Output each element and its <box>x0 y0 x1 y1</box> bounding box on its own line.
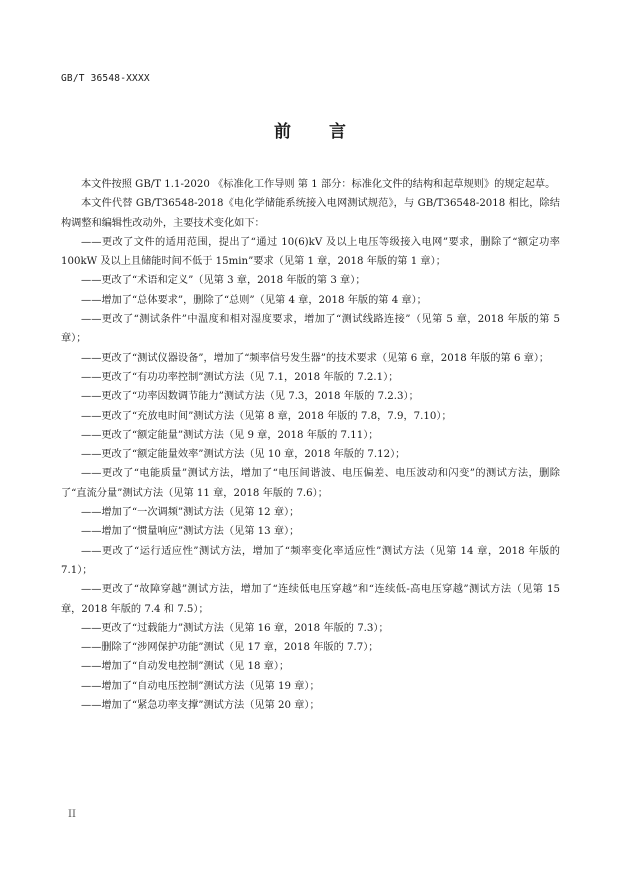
change-item: ——更改了文件的适用范围，提出了“通过 10(6)kV 及以上电压等级接入电网”要求，删除了“额定功率 100kW 及以上且储能时间不低于 15min”要求（见第 1 章，2018 年版的第 1 章）； <box>61 236 560 268</box>
change-item: ——增加了“一次调频”测试方法（见第 12 章）； <box>81 507 300 519</box>
change-item: ——增加了“惯量响应”测试方法（见第 13 章）； <box>81 526 300 538</box>
change-item: ——更改了“术语和定义”（见第 3 章，2018 年版的第 3 章）； <box>81 275 366 287</box>
change-item: ——更改了“过载能力”测试方法（见第 16 章，2018 年版的 7.3）； <box>81 622 389 634</box>
change-item: ——更改了“额定能量”测试方法（见 9 章，2018 年版的 7.11）； <box>81 429 379 441</box>
change-item: ——更改了“故障穿越”测试方法，增加了“连续低电压穿越”和“连续低-高电压穿越”测试方法（见第 15 章，2018 年版的 7.4 和 7.5）； <box>61 584 560 615</box>
paragraph-replacement: 本文件代替 GB/T36548-2018《电化学储能系统接入电网测试规范》，与 GB/T36548-2018 相比，除结构调整和编辑性改动外，主要技术变化如下： <box>61 198 560 229</box>
change-item: ——增加了“自动发电控制”测试（见 18 章）； <box>81 661 290 673</box>
change-item: ——更改了“测试仪器设备”，增加了“频率信号发生器”的技术要求（见第 6 章，2018 年版的第 6 章）； <box>81 352 550 364</box>
change-item: ——更改了“电能质量”测试方法，增加了“电压间谐波、电压偏差、电压波动和闪变”的测试方法，删除了“直流分量”测试方法（见第 11 章，2018 年版的 7.6）； <box>61 468 560 499</box>
change-item: ——更改了“测试条件”中温度和相对湿度要求，增加了“测试线路连接”（见第 5 章，2018 年版的第 5 章）； <box>61 314 560 345</box>
change-item: ——增加了“总体要求”，删除了“总则”（见第 4 章，2018 年版的第 4 章）； <box>81 294 427 306</box>
change-item: ——更改了“额定能量效率”测试方法（见 10 章，2018 年版的 7.12）； <box>81 449 406 461</box>
change-item: ——增加了“自动电压控制”测试方法（见第 19 章）； <box>81 680 320 692</box>
page-title: 前 言 <box>274 122 362 142</box>
change-item: ——更改了“运行适应性”测试方法，增加了“频率变化率适应性”测试方法（见第 14 章，2018 年版的 7.1）； <box>61 545 560 576</box>
change-item: ——删除了“涉网保护功能”测试（见 17 章，2018 年版的 7.7）； <box>81 642 379 654</box>
paragraph-drafting-rule: 本文件按照 GB/T 1.1-2020 《标准化工作导则 第 1 部分：标准化文件的结构和起草规则》的规定起草。 <box>81 179 556 190</box>
page-number: II <box>68 809 76 820</box>
preface-body <box>61 175 560 715</box>
change-item: ——更改了“功率因数调节能力”测试方法（见 7.3，2018 年版的 7.2.3）； <box>81 391 419 403</box>
change-item: ——更改了“有功功率控制”测试方法（见 7.1，2018 年版的 7.2.1）； <box>81 371 399 383</box>
document-code: GB/T 36548-XXXX <box>61 73 150 84</box>
change-item: ——更改了“充放电时间”测试方法（见第 8 章，2018 年版的 7.8，7.9，7.10）； <box>81 410 452 422</box>
change-item: ——增加了“紧急功率支撑”测试方法（见第 20 章）； <box>81 700 320 712</box>
